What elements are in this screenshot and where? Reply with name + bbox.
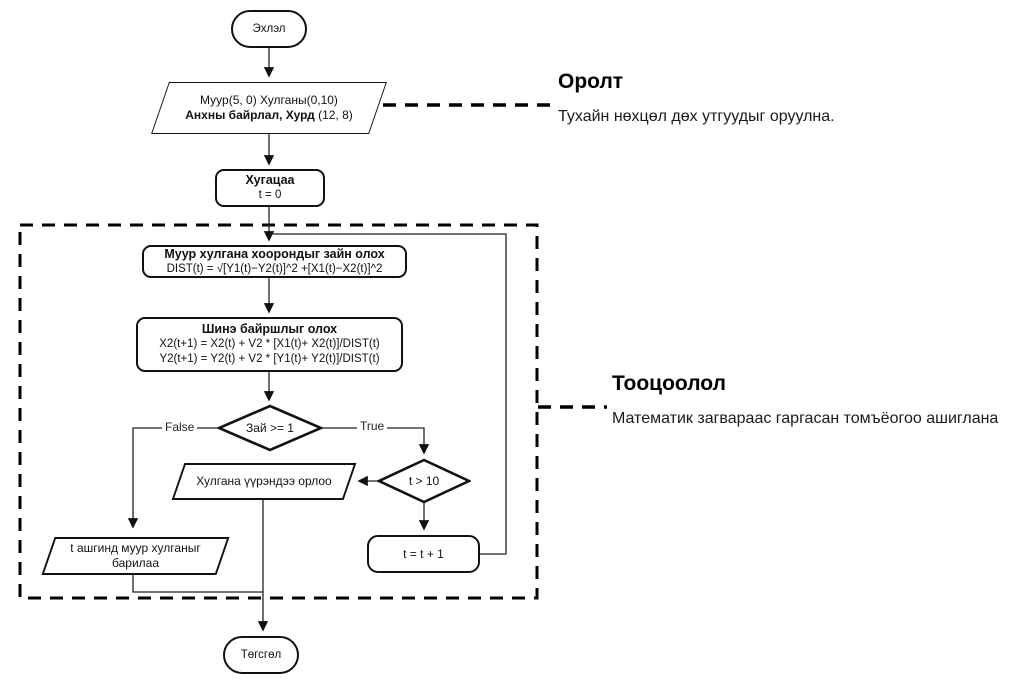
- distance-formula: DIST(t) = √[Y1(t)−Y2(t)]^2 +[X1(t)−X2(t)]^2: [166, 262, 383, 275]
- edge-caught-merge: [133, 575, 263, 592]
- false-branch-label: False: [162, 420, 197, 434]
- new-position-formula2: Y2(t+1) = Y2(t) + V2 * [Y1(t)+ Y2(t)]/DIST(t): [159, 353, 380, 365]
- mouse-home-node: [178, 463, 350, 500]
- time-init-title: Хугацаа: [245, 173, 295, 187]
- true-branch-label: True: [357, 419, 387, 433]
- input-annotation: [558, 70, 998, 126]
- distance-check-node: [217, 404, 323, 452]
- increment-label: t = t + 1: [403, 546, 444, 561]
- calc-annotation: [612, 372, 1022, 428]
- input-init-line2: Анхны байрлал, Хурд (12, 8): [185, 108, 353, 122]
- time-init-line: t = 0: [258, 189, 282, 201]
- end-node: [223, 636, 299, 674]
- input-init-node: [160, 82, 378, 134]
- caught-node: [48, 537, 223, 575]
- new-position-formula1: X2(t+1) = X2(t) + V2 * [X1(t)+ X2(t)]/DIST(t): [159, 338, 380, 350]
- calc-annotation-title: Тооцоолол: [612, 372, 726, 395]
- caught-line1: t ашгинд муур хулганыг: [70, 541, 201, 555]
- increment-node: [367, 535, 480, 573]
- input-init-line1: Муур(5, 0) Хулганы(0,10): [200, 93, 338, 107]
- new-position-node: [136, 317, 403, 372]
- mouse-home-label: Хулгана үүрэндээ орлоо: [196, 474, 332, 488]
- input-annotation-title: Оролт: [558, 70, 624, 93]
- input-annotation-desc: Тухайн нөхцөл дөх утгуудыг оруулна.: [558, 108, 835, 125]
- calc-annotation-desc: Математик загвараас гаргасан томъёогоо ашиглана: [612, 410, 999, 427]
- edge-loopback: [269, 234, 506, 554]
- distance-node: [142, 245, 407, 278]
- time-init-node: [215, 169, 325, 207]
- time-check-node: [377, 458, 471, 504]
- distance-check-label: Зай >= 1: [246, 420, 294, 435]
- time-check-label: t > 10: [408, 473, 440, 488]
- new-position-title: Шинэ байршлыг олох: [201, 322, 338, 336]
- caught-line2: барилаа: [112, 556, 159, 570]
- distance-title: Муур хулгана хоорондыг зайн олох: [164, 246, 385, 261]
- start-label: Эхлэл: [252, 22, 286, 35]
- end-label: Төгсгөл: [240, 648, 282, 661]
- start-node: [231, 10, 307, 48]
